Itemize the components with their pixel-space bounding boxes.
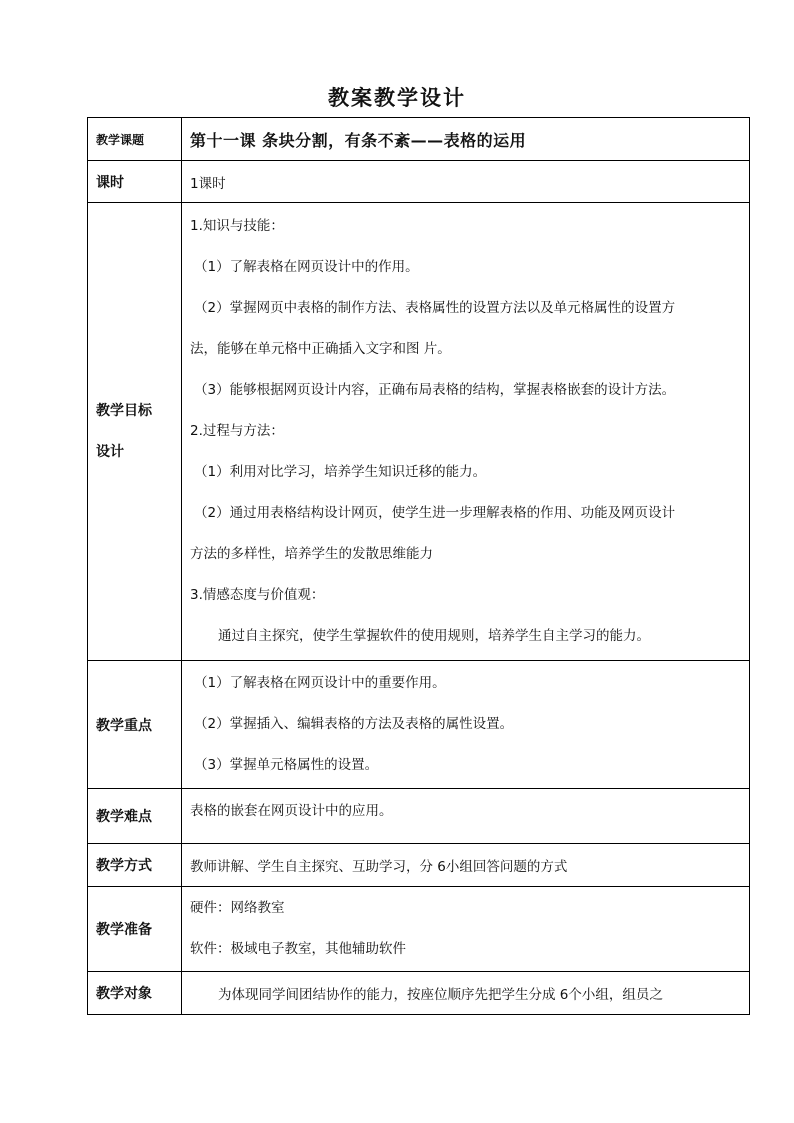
objective-line: 方法的多样性，培养学生的发散思维能力 <box>190 546 433 562</box>
lesson-title: 第十一课 条块分割，有条不紊——表格的运用 <box>190 130 527 150</box>
objective-line: 1.知识与技能： <box>190 218 284 234</box>
objective-line: 法，能够在单元格中正确插入文字和图 片。 <box>190 341 451 357</box>
value-preparation <box>182 887 750 972</box>
row-objectives <box>88 203 750 661</box>
label-topic: 教学课题 <box>88 118 182 161</box>
value-method: 教师讲解、学生自主探究、互助学习，分 6小组回答问题的方式 <box>182 844 750 887</box>
label-hours: 课时 <box>88 161 182 203</box>
document-title: 教案教学设计 <box>328 86 466 110</box>
value-difficulties: 表格的嵌套在网页设计中的应用。 <box>182 789 750 844</box>
row-method <box>88 844 750 887</box>
objective-line: （1）利用对比学习，培养学生知识迁移的能力。 <box>194 464 487 480</box>
objective-line: （3）能够根据网页设计内容，正确布局表格的结构，掌握表格嵌套的设计方法。 <box>194 382 676 398</box>
objective-line: （2）通过用表格结构设计网页，使学生进一步理解表格的作用、功能及网页设计 <box>194 505 676 521</box>
lesson-plan-table <box>87 117 750 1015</box>
label-preparation: 教学准备 <box>88 887 182 972</box>
objective-line: （2）掌握网页中表格的制作方法、表格属性的设置方法以及单元格属性的设置方 <box>194 300 676 316</box>
label-objectives-line2: 设计 <box>96 443 124 460</box>
label-key-points: 教学重点 <box>88 661 182 789</box>
label-difficulties: 教学难点 <box>88 789 182 844</box>
value-topic <box>182 118 750 161</box>
label-objectives <box>88 203 182 661</box>
value-hours: 1课时 <box>182 161 750 203</box>
row-audience <box>88 972 750 1015</box>
row-key-points <box>88 661 750 789</box>
objective-line: （1）了解表格在网页设计中的作用。 <box>194 259 419 275</box>
row-preparation <box>88 887 750 972</box>
preparation-software: 软件：极域电子教室，其他辅助软件 <box>190 941 406 957</box>
preparation-hardware: 硬件：网络教室 <box>190 900 285 916</box>
row-hours <box>88 161 750 203</box>
key-point-line: （2）掌握插入、编辑表格的方法及表格的属性设置。 <box>194 716 514 732</box>
label-audience: 教学对象 <box>88 972 182 1015</box>
row-difficulties <box>88 789 750 844</box>
row-topic <box>88 118 750 161</box>
objective-line: 3.情感态度与价值观： <box>190 587 325 603</box>
objective-line: 通过自主探究，使学生掌握软件的使用规则，培养学生自主学习的能力。 <box>218 628 650 644</box>
value-audience: 为体现同学间团结协作的能力，按座位顺序先把学生分成 6个小组，组员之 <box>182 972 750 1015</box>
key-point-line: （1）了解表格在网页设计中的重要作用。 <box>194 675 446 691</box>
value-objectives <box>182 203 750 661</box>
value-key-points <box>182 661 750 789</box>
label-method: 教学方式 <box>88 844 182 887</box>
key-point-line: （3）掌握单元格属性的设置。 <box>194 757 379 773</box>
label-objectives-line1: 教学目标 <box>96 402 152 419</box>
objective-line: 2.过程与方法： <box>190 423 284 439</box>
